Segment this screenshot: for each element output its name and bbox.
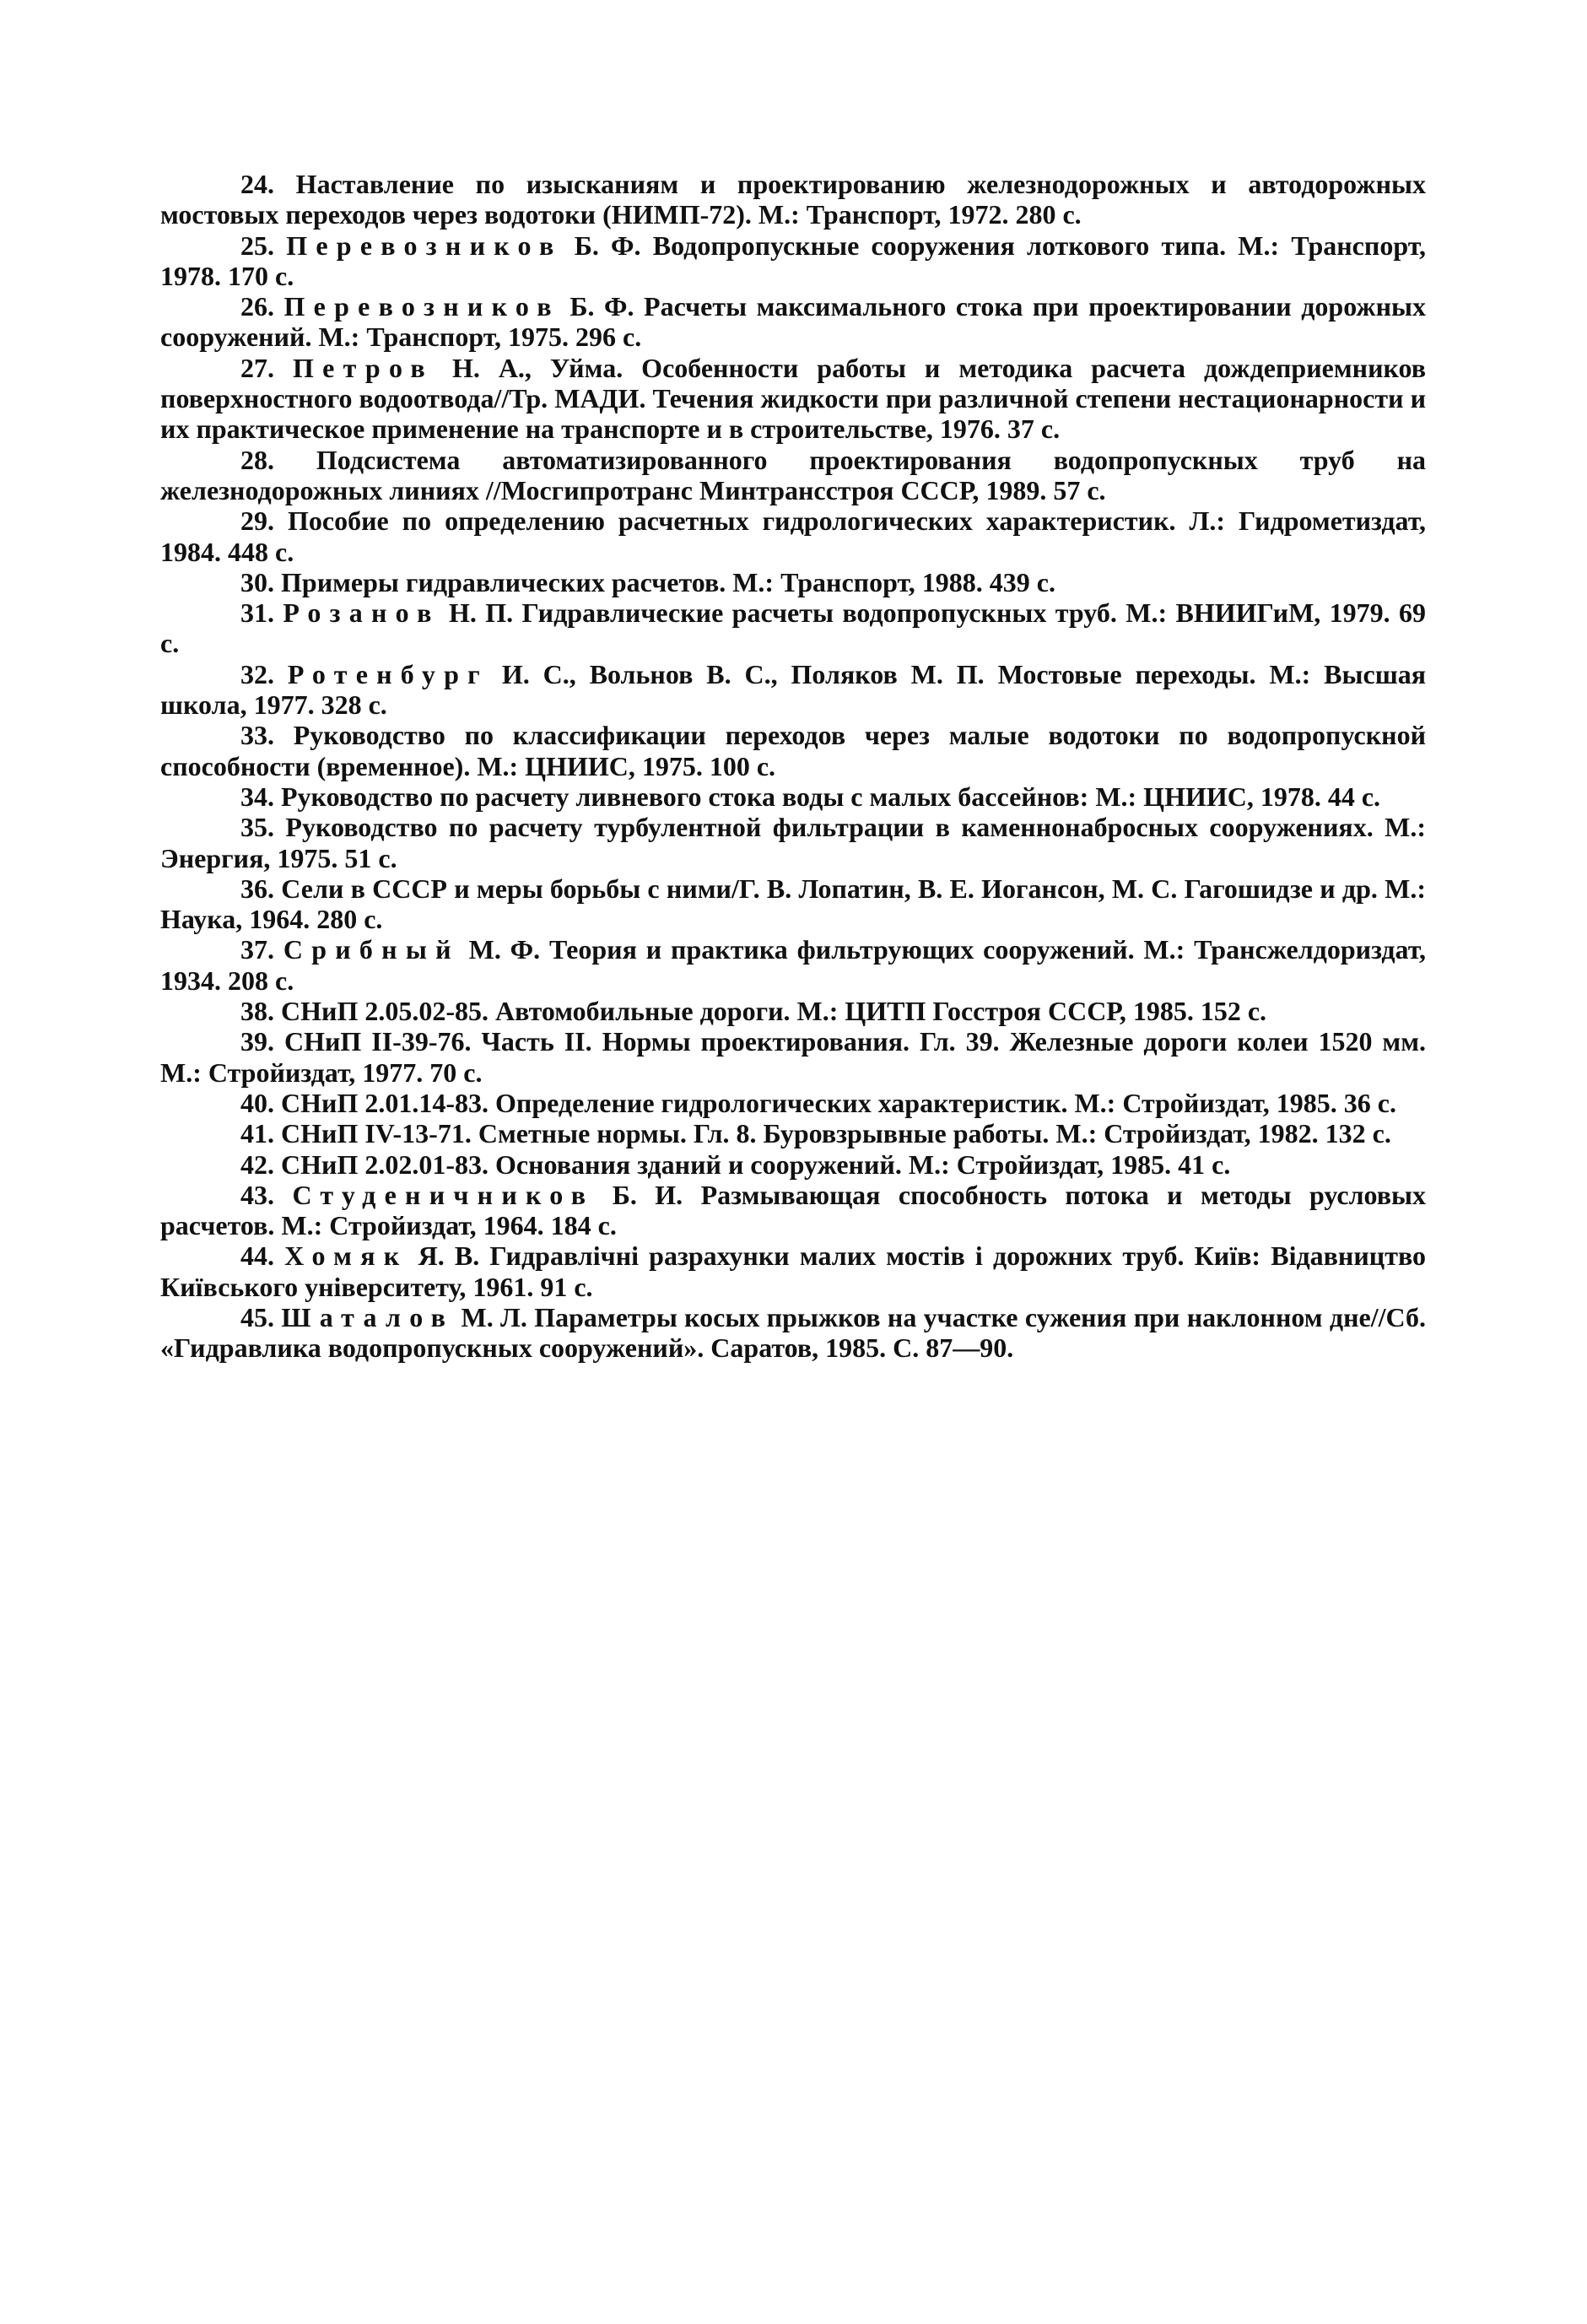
reference-text: СНиП II-39-76. Часть II. Нормы проектирования. Гл. 39. Железные дороги колеи 1520 мм. М.: Стройиздат, 1977. 70 с. [160,1026,1427,1088]
reference-number: 41. [240,1118,274,1149]
reference-text: Б. Ф. Расчеты максимального стока при проектировании дорожных сооружений. М.: Транспорт, 1975. 296 с. [160,291,1427,353]
reference-text: Н. А., Уйма. Особенности работы и методика расчета дождеприемников поверхностного водоотвода//Тр. МАДИ. Течения жидкости при различной степени нестационарности и их практическое применение на транспорте и в строительстве, 1976. 37 с. [160,352,1427,445]
reference-number: 27. [240,352,274,383]
reference-item [160,1240,1426,1302]
reference-text: СНиП IV-13-71. Сметные нормы. Гл. 8. Буровзрывные работы. М.: Стройиздат, 1982. 132 с. [281,1118,1391,1149]
reference-text: Руководство по расчету турбулентной фильтрации в каменнонабросных сооружениях. М.: Энергия, 1975. 51 с. [160,812,1427,873]
reference-item [160,934,1426,996]
reference-text: Примеры гидравлических расчетов. М.: Транспорт, 1988. 439 с. [281,566,1055,597]
reference-text: Сели в СССР и меры борьбы с ними/Г. В. Лопатин, В. Е. Иогансон, М. С. Гагошидзе и др. М.: Наука, 1964. 280 с. [160,873,1427,935]
reference-item [160,230,1426,292]
reference-number: 29. [240,505,274,537]
reference-item [160,873,1426,935]
reference-item [160,445,1426,506]
reference-number: 28. [240,444,274,475]
reference-number: 42. [240,1148,274,1180]
reference-text: И. С., Вольнов В. С., Поляков М. П. Мостовые переходы. М.: Высшая школа, 1977. 328 с. [160,658,1427,721]
reference-item [160,659,1426,721]
reference-item [160,781,1426,812]
reference-item [160,505,1426,567]
reference-number: 31. [240,597,274,629]
reference-item [160,1026,1426,1088]
reference-item [160,353,1426,445]
reference-text: СНиП 2.02.01-83. Основания зданий и сооружений. М.: Стройиздат, 1985. 41 с. [281,1148,1231,1180]
reference-number: 44. [240,1240,274,1272]
reference-number: 30. [240,566,274,597]
reference-text: Руководство по расчету ливневого стока воды с малых бассейнов: М.: ЦНИИС, 1978. 44 с. [281,781,1381,812]
reference-number: 34. [240,781,274,812]
reference-text: М. Ф. Теория и практика фильтрующих сооружений. М.: Трансжелдориздат, 1934. 208 с. [160,934,1427,996]
reference-number: 35. [240,812,274,843]
reference-item [160,597,1426,659]
reference-author: Хомяк [284,1240,408,1272]
reference-item [160,1180,1426,1241]
reference-author: Перевозников [283,291,560,322]
reference-list [160,169,1426,1364]
reference-number: 37. [240,934,274,965]
reference-number: 43. [240,1179,274,1210]
reference-author: Петров [293,352,434,383]
reference-text: СНиП 2.01.14-83. Определение гидрологических характеристик. М.: Стройиздат, 1985. 36 с. [281,1087,1396,1118]
reference-text: Руководство по классификации переходов через малые водотоки по водопропускной способности (временное). М.: ЦНИИС, 1975. 100 с. [160,720,1427,781]
reference-text: Пособие по определению расчетных гидрологических характеристик. Л.: Гидрометиздат, 1984. 448 с. [160,505,1427,567]
reference-number: 33. [240,720,274,751]
reference-number: 25. [240,230,274,261]
reference-item [160,169,1426,230]
reference-number: 40. [240,1087,274,1118]
reference-number: 32. [240,658,274,689]
reference-author: Розанов [283,597,440,629]
reference-number: 38. [240,996,274,1027]
reference-number: 24. [240,169,274,199]
reference-text: Н. П. Гидравлические расчеты водопропускных труб. М.: ВНИИГиМ, 1979. 69 с. [160,597,1427,659]
reference-number: 26. [240,291,274,322]
reference-item [160,1149,1426,1180]
reference-text: Наставление по изысканиям и проектированию железнодорожных и автодорожных мостовых переходов через водотоки (НИМП-72). М.: Транспорт, 1972. 280 с. [160,169,1427,230]
reference-text: Б. Ф. Водопропускные сооружения лоткового типа. М.: Транспорт, 1978. 170 с. [160,230,1427,291]
reference-text: Я. В. Гидравлічні разрахунки малих мостів і дорожних труб. Київ: Відавництво Київського університету, 1961. 91 с. [160,1240,1427,1302]
reference-item [160,1088,1426,1118]
reference-item [160,567,1426,597]
reference-item [160,291,1426,353]
reference-item [160,1118,1426,1148]
reference-number: 45. [240,1301,274,1332]
reference-author: Студеничников [292,1179,595,1210]
reference-text: Б. И. Размывающая способность потока и методы русловых расчетов. М.: Стройиздат, 1964. 184 с. [160,1179,1427,1241]
reference-author: Шаталов [281,1301,455,1332]
reference-text: СНиП 2.05.02-85. Автомобильные дороги. М.: ЦИТП Госстроя СССР, 1985. 152 с. [281,996,1267,1027]
reference-author: Перевозников [286,230,563,261]
reference-number: 36. [240,873,274,904]
reference-author: Срибный [283,934,460,965]
reference-item [160,1302,1426,1364]
reference-item [160,812,1426,873]
reference-number: 39. [240,1026,274,1057]
reference-item [160,996,1426,1026]
reference-text: Подсистема автоматизированного проектирования водопропускных труб на железнодорожных линиях //Мосгипротранс Минтрансстроя СССР, 1989. 57 с. [160,444,1426,505]
reference-text: М. Л. Параметры косых прыжков на участке сужения при наклонном дне//Сб. «Гидравлика водопропускных сооружений». Саратов, 1985. С. 87—90. [160,1301,1427,1364]
reference-author: Ротенбург [287,658,489,689]
reference-item [160,720,1426,781]
